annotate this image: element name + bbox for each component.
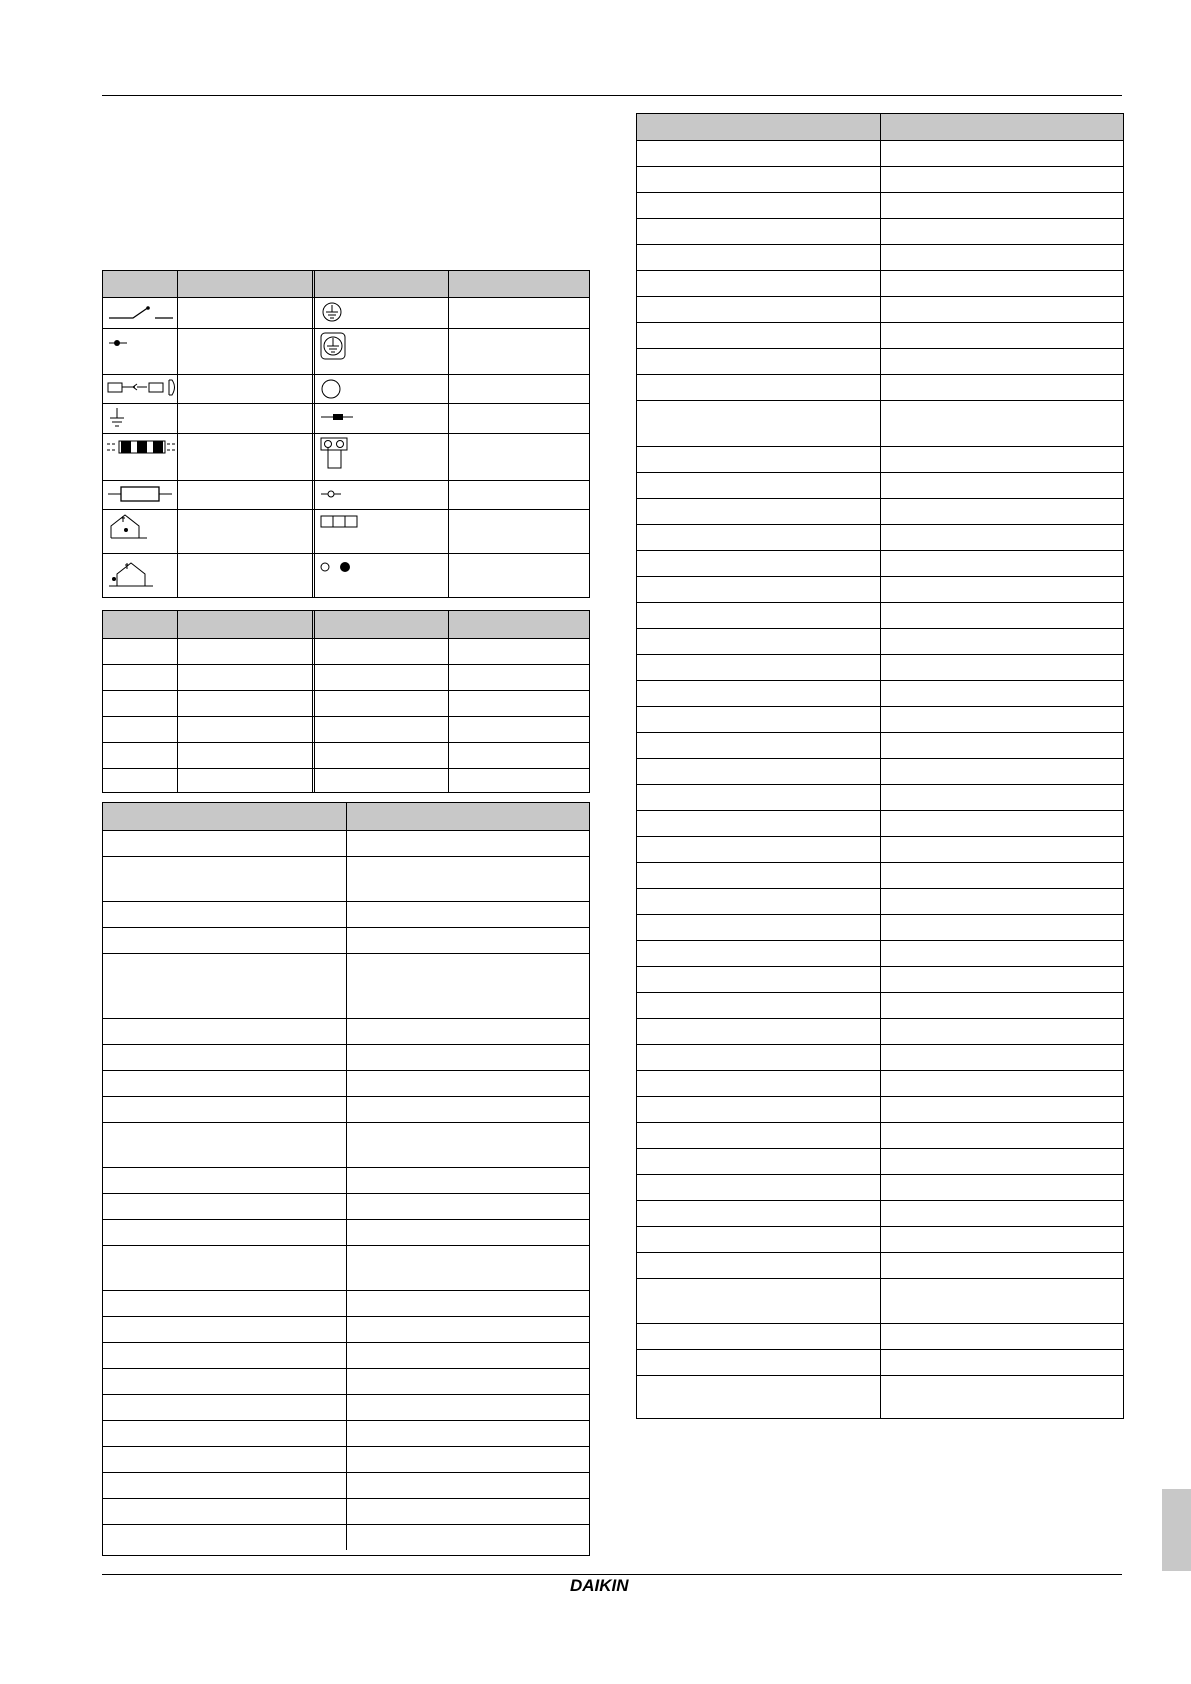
table-row xyxy=(637,550,1123,576)
table-row xyxy=(103,1167,589,1193)
table-row xyxy=(103,1394,589,1420)
table-row xyxy=(103,1524,589,1550)
earth-icon xyxy=(319,300,444,326)
table-row xyxy=(637,296,1123,322)
terminal-block-icon xyxy=(319,436,444,470)
table-row xyxy=(637,166,1123,192)
table-row xyxy=(103,927,589,953)
fuse-icon xyxy=(107,483,173,505)
colour-table xyxy=(102,610,590,793)
table-row xyxy=(637,862,1123,888)
table-row xyxy=(637,348,1123,374)
symbols-table xyxy=(102,270,590,598)
table-row xyxy=(637,1323,1123,1349)
svg-text:DAIKIN: DAIKIN xyxy=(570,1576,629,1594)
table-row xyxy=(637,1070,1123,1096)
table-row xyxy=(103,1498,589,1524)
table-row xyxy=(637,1252,1123,1278)
table-row xyxy=(637,706,1123,732)
table-row xyxy=(103,1290,589,1316)
table-row xyxy=(637,836,1123,862)
table-row xyxy=(103,1316,589,1342)
table-row xyxy=(637,374,1123,400)
table-row xyxy=(103,403,589,433)
table-row xyxy=(637,400,1123,446)
table-row xyxy=(103,664,589,690)
table-row xyxy=(637,628,1123,654)
table-row xyxy=(103,553,589,597)
table-row xyxy=(637,940,1123,966)
relay-block-icon xyxy=(319,512,444,532)
table-row xyxy=(103,1070,589,1096)
table-row xyxy=(637,140,1123,166)
table-row xyxy=(103,953,589,1018)
table-row xyxy=(637,602,1123,628)
table-row xyxy=(637,1200,1123,1226)
ground-icon xyxy=(107,406,173,430)
table-row xyxy=(637,1375,1123,1419)
table-row xyxy=(103,856,589,901)
table-row xyxy=(637,498,1123,524)
footer-rule xyxy=(102,1574,1122,1575)
table-row xyxy=(637,1122,1123,1148)
table-row xyxy=(637,1226,1123,1252)
connection-dot-icon xyxy=(107,331,173,355)
table-row xyxy=(637,192,1123,218)
table-row xyxy=(637,244,1123,270)
table-row xyxy=(637,1096,1123,1122)
table-row xyxy=(637,680,1123,706)
table-row xyxy=(103,1446,589,1472)
table-row xyxy=(103,509,589,553)
table-row xyxy=(637,1018,1123,1044)
circle-icon xyxy=(319,377,444,401)
table-row xyxy=(637,1148,1123,1174)
table-row xyxy=(103,1368,589,1394)
table-row xyxy=(103,374,589,403)
table-row xyxy=(637,914,1123,940)
table-row xyxy=(637,446,1123,472)
table-row xyxy=(637,992,1123,1018)
table-header xyxy=(103,611,589,638)
table-row xyxy=(103,297,589,328)
legend-table-right xyxy=(636,113,1124,1419)
chapter-tab-marker xyxy=(1162,1489,1191,1571)
table-row xyxy=(103,901,589,927)
table-row xyxy=(103,328,589,374)
table-row xyxy=(637,784,1123,810)
table-row xyxy=(103,1044,589,1070)
table-row xyxy=(637,1044,1123,1070)
table-header xyxy=(103,803,589,830)
table-row xyxy=(637,966,1123,992)
table-row xyxy=(103,433,589,480)
table-header xyxy=(103,271,589,297)
table-row xyxy=(637,218,1123,244)
table-row xyxy=(637,732,1123,758)
table-row xyxy=(103,1420,589,1446)
table-row xyxy=(637,1349,1123,1375)
table-row xyxy=(637,524,1123,550)
table-row xyxy=(103,480,589,509)
table-row xyxy=(103,1122,589,1167)
open-closed-icon xyxy=(319,556,444,578)
table-row xyxy=(637,888,1123,914)
table-row xyxy=(103,716,589,742)
terminal-strip-icon xyxy=(107,436,173,458)
header-rule xyxy=(102,95,1122,96)
protective-earth-icon xyxy=(319,331,444,361)
table-row xyxy=(103,1096,589,1122)
diode-icon xyxy=(319,406,444,428)
daikin-logo xyxy=(570,1576,650,1594)
table-row xyxy=(103,1472,589,1498)
table-row xyxy=(637,1174,1123,1200)
table-row xyxy=(103,768,589,793)
terminal-icon xyxy=(319,483,444,505)
table-row xyxy=(103,1193,589,1219)
table-row xyxy=(637,472,1123,498)
table-row xyxy=(103,690,589,716)
table-row xyxy=(103,742,589,768)
table-row xyxy=(637,322,1123,348)
table-row xyxy=(103,1342,589,1368)
table-row xyxy=(637,810,1123,836)
table-row xyxy=(637,1278,1123,1323)
table-row xyxy=(103,638,589,664)
table-row xyxy=(103,1245,589,1290)
outdoor-unit-icon xyxy=(107,556,173,590)
indoor-unit-icon xyxy=(107,512,173,542)
table-row xyxy=(103,1219,589,1245)
connector-icon xyxy=(107,377,173,399)
table-row xyxy=(637,576,1123,602)
table-header xyxy=(637,114,1123,140)
table-row xyxy=(637,270,1123,296)
table-row xyxy=(103,830,589,856)
switch-icon xyxy=(107,300,173,324)
table-row xyxy=(637,654,1123,680)
table-row xyxy=(637,758,1123,784)
table-row xyxy=(103,1018,589,1044)
legend-table-left xyxy=(102,802,590,1556)
